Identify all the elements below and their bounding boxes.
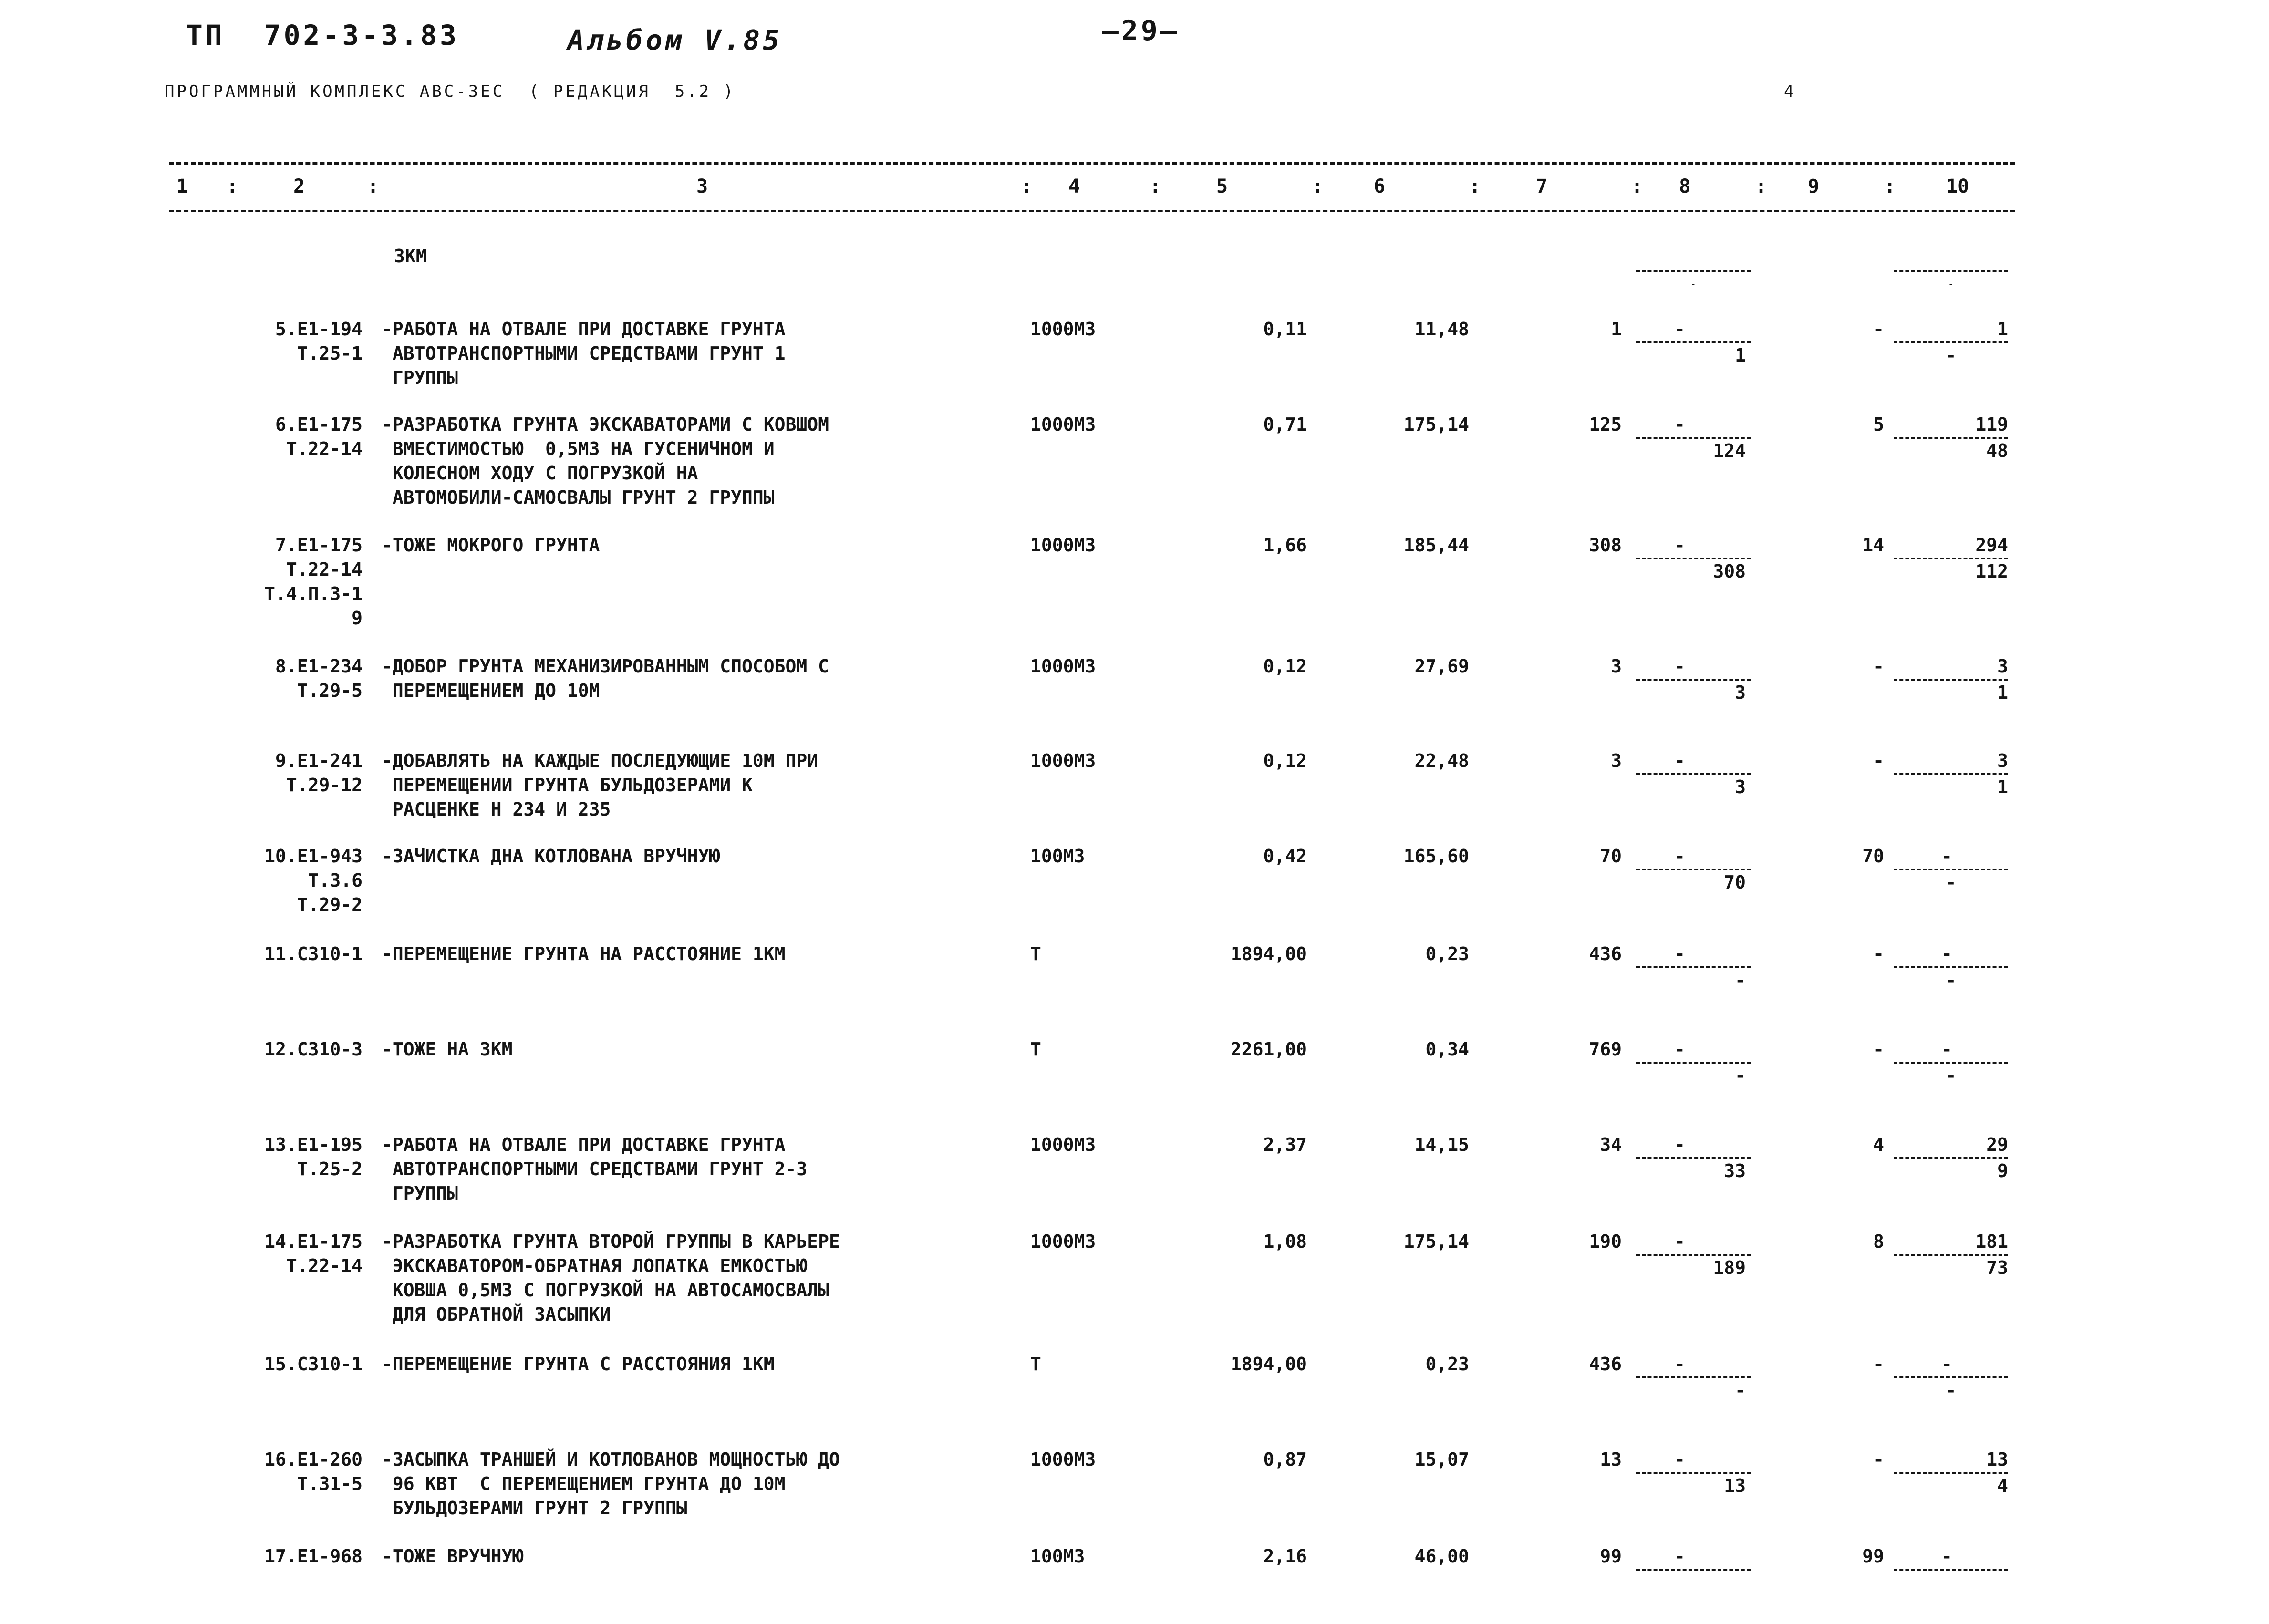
col8-denominator: - <box>1735 1380 1746 1401</box>
col8-denominator: - <box>1735 970 1746 991</box>
row-number-code: 16.Е1-260 <box>264 1449 363 1470</box>
row-col10-fraction <box>1894 533 2008 584</box>
row-unit: 1000М3 <box>1030 535 1096 556</box>
top-fragment-col10-num <box>1894 246 2008 270</box>
col8-numerator: - <box>1674 414 1685 435</box>
col10-denominator <box>1894 1571 2008 1595</box>
col10-denominator: - <box>1945 872 1957 893</box>
row-col10-fraction <box>1894 749 2008 799</box>
col10-numerator: 29 <box>1986 1134 2008 1155</box>
description-line: -РАЗРАБОТКА ГРУНТА ВТОРОЙ ГРУППЫ В КАРЬЕРЕ <box>382 1231 840 1252</box>
col8-numerator: - <box>1674 535 1685 556</box>
description-line: -РАБОТА НА ОТВАЛЕ ПРИ ДОСТАВКЕ ГРУНТА <box>382 319 786 340</box>
column-header-4: 4 <box>1068 176 1080 197</box>
row-unit: 1000М3 <box>1030 319 1096 340</box>
album-title: Альбом V.85 <box>568 24 783 56</box>
col8-numerator: - <box>1674 1134 1685 1155</box>
column-separator: : <box>1469 176 1481 197</box>
col8-numerator: - <box>1674 1354 1685 1375</box>
row-total-cost: 13 <box>1600 1449 1622 1470</box>
row-number-code: 17.Е1-968 <box>264 1546 363 1567</box>
row-number-code: 5.Е1-194 <box>275 319 363 340</box>
col10-denominator: - <box>1945 345 1957 366</box>
row-col9: - <box>1873 319 1884 340</box>
column-header-1: 1 <box>176 176 188 197</box>
row-code <box>191 844 363 917</box>
column-header-9: 9 <box>1808 176 1820 197</box>
program-line: ПРОГРАММНЫЙ КОМПЛЕКС АВС-ЗЕС ( РЕДАКЦИЯ 5.2 ) <box>165 82 736 101</box>
row-col10-fraction <box>1894 317 2008 368</box>
col8-denominator: 3 <box>1735 776 1746 797</box>
row-col9: - <box>1873 656 1884 677</box>
description-line: БУЛЬДОЗЕРАМИ ГРУНТ 2 ГРУППЫ <box>382 1498 687 1519</box>
row-unit: 1000М3 <box>1030 750 1096 771</box>
row-sub-code: Т.4.П.3-1 <box>264 583 363 604</box>
row-quantity: 2261,00 <box>1230 1039 1307 1060</box>
col8-denominator: 3 <box>1735 682 1746 703</box>
col8-denominator: 308 <box>1713 561 1746 582</box>
row-sub-code: Т.25-2 <box>297 1159 363 1179</box>
description-line: ДЛЯ ОБРАТНОЙ ЗАСЫПКИ <box>382 1304 611 1325</box>
top-fragment-col8 <box>1636 246 1751 296</box>
row-unit-cost: 14,15 <box>1414 1134 1469 1155</box>
row-number-code: 7.Е1-175 <box>275 535 363 556</box>
row-unit: 100М3 <box>1030 846 1085 867</box>
top-fragment-col10-den: - <box>1948 279 1953 289</box>
col10-denominator: 9 <box>1997 1160 2008 1181</box>
row-col8-fraction <box>1636 942 1751 993</box>
col10-denominator: 112 <box>1975 561 2008 582</box>
row-quantity: 0,11 <box>1263 319 1307 340</box>
row-description <box>382 1544 1011 1569</box>
column-separator: : <box>227 176 238 197</box>
row-col8-fraction <box>1636 1133 1751 1183</box>
column-separator: : <box>1312 176 1324 197</box>
row-col9: 70 <box>1862 846 1884 867</box>
row-unit-cost: 15,07 <box>1414 1449 1469 1470</box>
row-sub-code: Т.25-1 <box>297 343 363 364</box>
row-unit: 1000М3 <box>1030 1231 1096 1252</box>
col8-numerator: - <box>1674 1231 1685 1252</box>
row-quantity: 0,12 <box>1263 656 1307 677</box>
row-unit-cost: 175,14 <box>1403 1231 1469 1252</box>
row-code <box>191 1037 363 1062</box>
row-unit-cost: 185,44 <box>1403 535 1469 556</box>
row-col8-fraction <box>1636 1037 1751 1088</box>
top-fragment-col8-den: - <box>1691 279 1696 289</box>
description-line: -РАЗРАБОТКА ГРУНТА ЭКСКАВАТОРАМИ С КОВШОМ <box>382 414 829 435</box>
row-unit-cost: 22,48 <box>1414 750 1469 771</box>
description-line: АВТОТРАНСПОРТНЫМИ СРЕДСТВАМИ ГРУНТ 2-3 <box>382 1159 808 1179</box>
row-unit-cost: 165,60 <box>1403 846 1469 867</box>
description-line: -ТОЖЕ НА 3КМ <box>382 1039 513 1060</box>
row-quantity: 0,71 <box>1263 414 1307 435</box>
row-total-cost: 99 <box>1600 1546 1622 1567</box>
column-separator: : <box>1631 176 1643 197</box>
row-code <box>191 749 363 797</box>
row-code <box>191 1352 363 1376</box>
row-number-code: 13.Е1-195 <box>264 1134 363 1155</box>
description-line: -ПЕРЕМЕЩЕНИЕ ГРУНТА НА РАССТОЯНИЕ 1КМ <box>382 943 786 964</box>
row-col9: - <box>1873 1039 1884 1060</box>
row-code <box>191 413 363 461</box>
description-line: -ДОБАВЛЯТЬ НА КАЖДЫЕ ПОСЛЕДУЮЩИЕ 10М ПРИ <box>382 750 818 771</box>
col8-denominator: 1 <box>1735 345 1746 366</box>
row-unit-cost: 0,34 <box>1425 1039 1469 1060</box>
col10-denominator: - <box>1945 970 1957 991</box>
row-number-code: 9.Е1-241 <box>275 750 363 771</box>
row-number-code: 11.С310-1 <box>264 943 363 964</box>
sheet-number: 4 <box>1784 82 1796 101</box>
row-sub-code: Т.22-14 <box>286 1255 363 1276</box>
col10-numerator: 294 <box>1975 535 2008 556</box>
row-unit: 1000М3 <box>1030 656 1096 677</box>
row-col8-fraction <box>1636 1230 1751 1280</box>
row-total-cost: 190 <box>1589 1231 1622 1252</box>
row-number-code: 15.С310-1 <box>264 1354 363 1375</box>
col8-denominator: 70 <box>1724 872 1746 893</box>
row-code <box>191 654 363 703</box>
row-col10-fraction <box>1894 1544 2008 1595</box>
row-col9: - <box>1873 1354 1884 1375</box>
row-description <box>382 654 1011 703</box>
row-description <box>382 749 1011 822</box>
description-line: -ЗАЧИСТКА ДНА КОТЛОВАНА ВРУЧНУЮ <box>382 846 720 867</box>
row-col9: 5 <box>1873 414 1884 435</box>
row-col8-fraction <box>1636 1448 1751 1498</box>
row-total-cost: 125 <box>1589 414 1622 435</box>
row-quantity: 2,16 <box>1263 1546 1307 1567</box>
row-total-cost: 34 <box>1600 1134 1622 1155</box>
col8-numerator: - <box>1674 1039 1685 1060</box>
row-quantity: 1894,00 <box>1230 1354 1307 1375</box>
row-col10-fraction <box>1894 1230 2008 1280</box>
row-code <box>191 942 363 966</box>
row-col10-fraction <box>1894 1037 2008 1088</box>
row-description <box>382 317 1011 390</box>
row-col9: 8 <box>1873 1231 1884 1252</box>
col8-numerator: - <box>1674 943 1685 964</box>
col10-denominator: 1 <box>1997 682 2008 703</box>
doc-code: ТП 702-3-3.83 <box>186 19 459 52</box>
col8-numerator: - <box>1674 319 1685 340</box>
row-col8-fraction <box>1636 317 1751 368</box>
row-description <box>382 413 1011 510</box>
col10-numerator: 119 <box>1975 414 2008 435</box>
column-separator: : <box>1884 176 1896 197</box>
col8-numerator: - <box>1674 1546 1685 1567</box>
row-total-cost: 3 <box>1611 750 1622 771</box>
row-sub-code: 9 <box>352 608 363 629</box>
top-fragment-col10 <box>1894 246 2008 296</box>
row-unit: Т <box>1030 1354 1041 1375</box>
row-quantity: 0,12 <box>1263 750 1307 771</box>
col10-numerator: 13 <box>1986 1449 2008 1470</box>
description-line: -ПЕРЕМЕЩЕНИЕ ГРУНТА С РАССТОЯНИЯ 1КМ <box>382 1354 775 1375</box>
column-separator: : <box>1021 176 1033 197</box>
col10-denominator: 1 <box>1997 776 2008 797</box>
row-code <box>191 1230 363 1278</box>
top-fragment-text: 3КМ <box>394 246 427 267</box>
row-description <box>382 1352 1011 1376</box>
row-col9: 14 <box>1862 535 1884 556</box>
row-col9: 4 <box>1873 1134 1884 1155</box>
row-code <box>191 1133 363 1181</box>
row-unit-cost: 46,00 <box>1414 1546 1469 1567</box>
col10-numerator: 1 <box>1997 319 2008 340</box>
row-total-cost: 1 <box>1611 319 1622 340</box>
row-col8-fraction <box>1636 1544 1751 1595</box>
row-total-cost: 436 <box>1589 1354 1622 1375</box>
row-unit: 100М3 <box>1030 1546 1085 1567</box>
col10-numerator: - <box>1941 1546 1952 1567</box>
row-sub-code: Т.29-12 <box>286 775 363 796</box>
column-header-10: 10 <box>1946 176 1969 197</box>
row-description <box>382 1037 1011 1062</box>
column-separator: : <box>1150 176 1161 197</box>
row-description <box>382 533 1011 558</box>
column-header-3: 3 <box>696 176 708 197</box>
col10-numerator: - <box>1941 1354 1952 1375</box>
description-line: 96 КВТ С ПЕРЕМЕЩЕНИЕМ ГРУНТА ДО 10М <box>382 1473 786 1494</box>
row-quantity: 2,37 <box>1263 1134 1307 1155</box>
row-unit-cost: 0,23 <box>1425 943 1469 964</box>
row-unit-cost: 175,14 <box>1403 414 1469 435</box>
row-number-code: 12.С310-3 <box>264 1039 363 1060</box>
row-unit-cost: 0,23 <box>1425 1354 1469 1375</box>
col8-numerator: - <box>1674 1449 1685 1470</box>
column-header-2: 2 <box>293 176 305 197</box>
row-col8-fraction <box>1636 533 1751 584</box>
col10-numerator: 3 <box>1997 750 2008 771</box>
row-col10-fraction <box>1894 1133 2008 1183</box>
row-col8-fraction <box>1636 413 1751 463</box>
column-header-8: 8 <box>1679 176 1691 197</box>
table-header-rule <box>169 210 2015 212</box>
row-col9: - <box>1873 943 1884 964</box>
column-separator: : <box>367 176 379 197</box>
row-col10-fraction <box>1894 844 2008 895</box>
row-quantity: 1894,00 <box>1230 943 1307 964</box>
row-col8-fraction <box>1636 844 1751 895</box>
col8-numerator: - <box>1674 656 1685 677</box>
col8-numerator: - <box>1674 750 1685 771</box>
row-description <box>382 1448 1011 1521</box>
description-line: КОЛЕСНОМ ХОДУ С ПОГРУЗКОЙ НА <box>382 463 698 484</box>
row-col9: - <box>1873 1449 1884 1470</box>
col8-denominator: 124 <box>1713 440 1746 461</box>
col10-numerator: - <box>1941 1039 1952 1060</box>
page-number: —29— <box>1102 14 1180 47</box>
row-unit-cost: 27,69 <box>1414 656 1469 677</box>
row-number-code: 10.Е1-943 <box>264 846 363 867</box>
row-quantity: 1,08 <box>1263 1231 1307 1252</box>
column-header-6: 6 <box>1374 176 1386 197</box>
row-unit-cost: 11,48 <box>1414 319 1469 340</box>
row-total-cost: 769 <box>1589 1039 1622 1060</box>
row-number-code: 6.Е1-175 <box>275 414 363 435</box>
description-line: ЭКСКАВАТОРОМ-ОБРАТНАЯ ЛОПАТКА ЕМКОСТЬЮ <box>382 1255 808 1276</box>
col10-denominator: 4 <box>1997 1475 2008 1496</box>
row-code <box>191 1448 363 1496</box>
description-line: -ЗАСЫПКА ТРАНШЕЙ И КОТЛОВАНОВ МОЩНОСТЬЮ ДО <box>382 1449 840 1470</box>
description-line: ГРУППЫ <box>382 1183 458 1204</box>
top-fragment-col8-num <box>1636 246 1751 270</box>
col10-numerator: 181 <box>1975 1231 2008 1252</box>
description-line: АВТОТРАНСПОРТНЫМИ СРЕДСТВАМИ ГРУНТ 1 <box>382 343 786 364</box>
col10-denominator: 73 <box>1986 1257 2008 1278</box>
row-col10-fraction <box>1894 1448 2008 1498</box>
row-code <box>191 533 363 631</box>
row-col8-fraction <box>1636 654 1751 705</box>
description-line: -ТОЖЕ МОКРОГО ГРУНТА <box>382 535 600 556</box>
row-col8-fraction <box>1636 749 1751 799</box>
col10-numerator: 3 <box>1997 656 2008 677</box>
row-sub-code: Т.22-14 <box>286 438 363 459</box>
description-line: -ТОЖЕ ВРУЧНУЮ <box>382 1546 524 1567</box>
description-line: РАСЦЕНКЕ Н 234 И 235 <box>382 799 611 820</box>
description-line: ВМЕСТИМОСТЬЮ 0,5М3 НА ГУСЕНИЧНОМ И <box>382 438 775 459</box>
row-col10-fraction <box>1894 942 2008 993</box>
col8-denominator: 13 <box>1724 1475 1746 1496</box>
row-col10-fraction <box>1894 413 2008 463</box>
row-number-code: 14.Е1-175 <box>264 1231 363 1252</box>
row-sub-code: Т.29-5 <box>297 680 363 701</box>
row-total-cost: 3 <box>1611 656 1622 677</box>
row-quantity: 0,87 <box>1263 1449 1307 1470</box>
col8-denominator: 189 <box>1713 1257 1746 1278</box>
row-col10-fraction <box>1894 1352 2008 1403</box>
col10-denominator: - <box>1945 1065 1957 1086</box>
row-col8-fraction <box>1636 1352 1751 1403</box>
col8-denominator: 33 <box>1724 1160 1746 1181</box>
description-line: КОВША 0,5М3 С ПОГРУЗКОЙ НА АВТОСАМОСВАЛЫ <box>382 1280 829 1301</box>
col8-numerator: - <box>1674 846 1685 867</box>
col10-numerator: - <box>1941 943 1952 964</box>
row-col10-fraction <box>1894 654 2008 705</box>
row-total-cost: 70 <box>1600 846 1622 867</box>
row-sub-code: Т.22-14 <box>286 559 363 580</box>
description-line: АВТОМОБИЛИ-САМОСВАЛЫ ГРУНТ 2 ГРУППЫ <box>382 487 775 508</box>
row-description <box>382 1133 1011 1206</box>
description-line: ГРУППЫ <box>382 367 458 388</box>
col10-denominator: 48 <box>1986 440 2008 461</box>
row-sub-code: Т.29-2 <box>297 894 363 915</box>
col10-denominator: - <box>1945 1380 1957 1401</box>
row-number-code: 8.Е1-234 <box>275 656 363 677</box>
row-quantity: 0,42 <box>1263 846 1307 867</box>
col8-denominator <box>1636 1571 1751 1595</box>
row-description <box>382 942 1011 966</box>
col10-numerator: - <box>1941 846 1952 867</box>
row-total-cost: 436 <box>1589 943 1622 964</box>
row-col9: - <box>1873 750 1884 771</box>
col8-denominator: - <box>1735 1065 1746 1086</box>
row-unit: 1000М3 <box>1030 414 1096 435</box>
column-header-7: 7 <box>1536 176 1548 197</box>
description-line: -РАБОТА НА ОТВАЛЕ ПРИ ДОСТАВКЕ ГРУНТА <box>382 1134 786 1155</box>
row-unit: 1000М3 <box>1030 1134 1096 1155</box>
row-code <box>191 317 363 366</box>
row-unit: 1000М3 <box>1030 1449 1096 1470</box>
row-code <box>191 1544 363 1569</box>
column-header-5: 5 <box>1216 176 1228 197</box>
row-description <box>382 1230 1011 1327</box>
table-top-rule <box>169 162 2015 165</box>
row-sub-code: Т.3.6 <box>308 870 363 891</box>
description-line: -ДОБОР ГРУНТА МЕХАНИЗИРОВАННЫМ СПОСОБОМ С <box>382 656 829 677</box>
column-separator: : <box>1755 176 1767 197</box>
row-quantity: 1,66 <box>1263 535 1307 556</box>
description-line: ПЕРЕМЕЩЕНИЕМ ДО 10М <box>382 680 600 701</box>
row-sub-code: Т.31-5 <box>297 1473 363 1494</box>
row-unit: Т <box>1030 1039 1041 1060</box>
row-col9: 99 <box>1862 1546 1884 1567</box>
description-line: ПЕРЕМЕЩЕНИИ ГРУНТА БУЛЬДОЗЕРАМИ К <box>382 775 753 796</box>
row-total-cost: 308 <box>1589 535 1622 556</box>
row-description <box>382 844 1011 869</box>
row-unit: Т <box>1030 943 1041 964</box>
